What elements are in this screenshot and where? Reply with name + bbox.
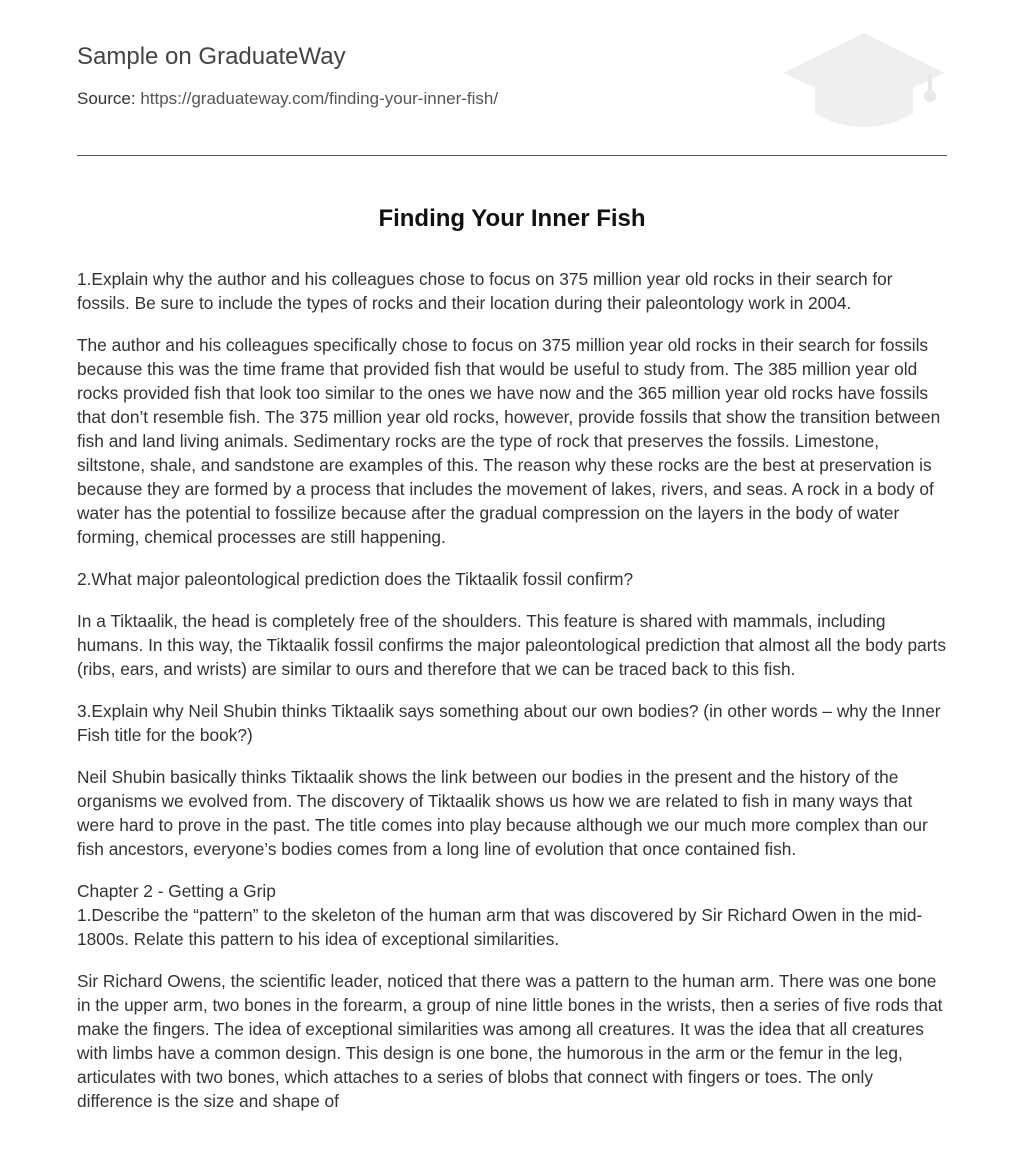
chapter-block xyxy=(77,879,949,951)
answer-paragraph: The author and his colleagues specifically chose to focus on 375 million year old rocks in their search for fossils because this was the time frame that provided fish that would be useful to study from. The 385 million year old rocks provided fish that look too similar to the ones we have now and the 365 million year old rocks have fossils that don’t resemble fish. The 375 million year old rocks, however, provide fossils that show the transition between fish and land living animals. Sedimentary rocks are the type of rock that preserves the fossils. Limestone, siltstone, shale, and sandstone are examples of this. The reason why these rocks are the best at preservation is because they are formed by a process that includes the movement of lakes, rivers, and seas. A rock in a body of water has the potential to fossilize because after the gradual compression on the layers in the body of water forming, chemical processes are still happening. xyxy=(77,335,941,547)
page-header xyxy=(77,0,947,156)
chapter-question: 1.Describe the “pattern” to the skeleton of the human arm that was discovered by Sir Richard Owen in the mid-1800s. Relate this pattern to his idea of exceptional similarities. xyxy=(77,905,923,949)
header-divider xyxy=(77,155,947,156)
source-line xyxy=(77,89,498,109)
question-paragraph: 3.Explain why Neil Shubin thinks Tiktaalik says something about our own bodies? (in other words – why the Inner Fish title for the book?) xyxy=(77,701,941,745)
answer-paragraph: Neil Shubin basically thinks Tiktaalik shows the link between our bodies in the present and the history of the organisms we evolved from. The discovery of Tiktaalik shows us how we are related to fish in many ways that were hard to prove in the past. The title comes into play because although we our much more complex than our fish ancestors, everyone’s bodies comes from a long line of evolution that once contained fish. xyxy=(77,767,928,859)
question-paragraph: 1.Explain why the author and his colleagues chose to focus on 375 million year old rocks in their search for fossils. Be sure to include the types of rocks and their location during their paleontology work in 2004. xyxy=(77,269,893,313)
source-label: Source: xyxy=(77,89,141,108)
document-title: Finding Your Inner Fish xyxy=(378,205,646,232)
site-title: Sample on GraduateWay xyxy=(77,43,346,70)
answer-paragraph: In a Tiktaalik, the head is completely free of the shoulders. This feature is shared with mammals, including humans. In this way, the Tiktaalik fossil confirms the major paleontological prediction that almost all the body parts (ribs, ears, and wrists) are similar to ours and therefore that we can be traced back to this fish. xyxy=(77,611,946,679)
question-paragraph: 2.What major paleontological prediction does the Tiktaalik fossil confirm? xyxy=(77,569,634,589)
document-body xyxy=(77,267,949,1131)
chapter-heading: Chapter 2 - Getting a Grip xyxy=(77,881,276,901)
answer-paragraph: Sir Richard Owens, the scientific leader, noticed that there was a pattern to the human arm. There was one bone in the upper arm, two bones in the forearm, a group of nine little bones in the wrists, then a series of five rods that make the fingers. The idea of exceptional similarities was among all creatures. It was the idea that all creatures with limbs have a common design. This design is one bone, the humorous in the arm or the femur in the leg, articulates with two bones, which attaches to a series of blobs that connect with fingers or toes. The only difference is the size and shape of xyxy=(77,971,943,1111)
graduation-cap-icon xyxy=(780,30,948,134)
source-link[interactable]: https://graduateway.com/finding-your-inner-fish/ xyxy=(140,89,499,108)
